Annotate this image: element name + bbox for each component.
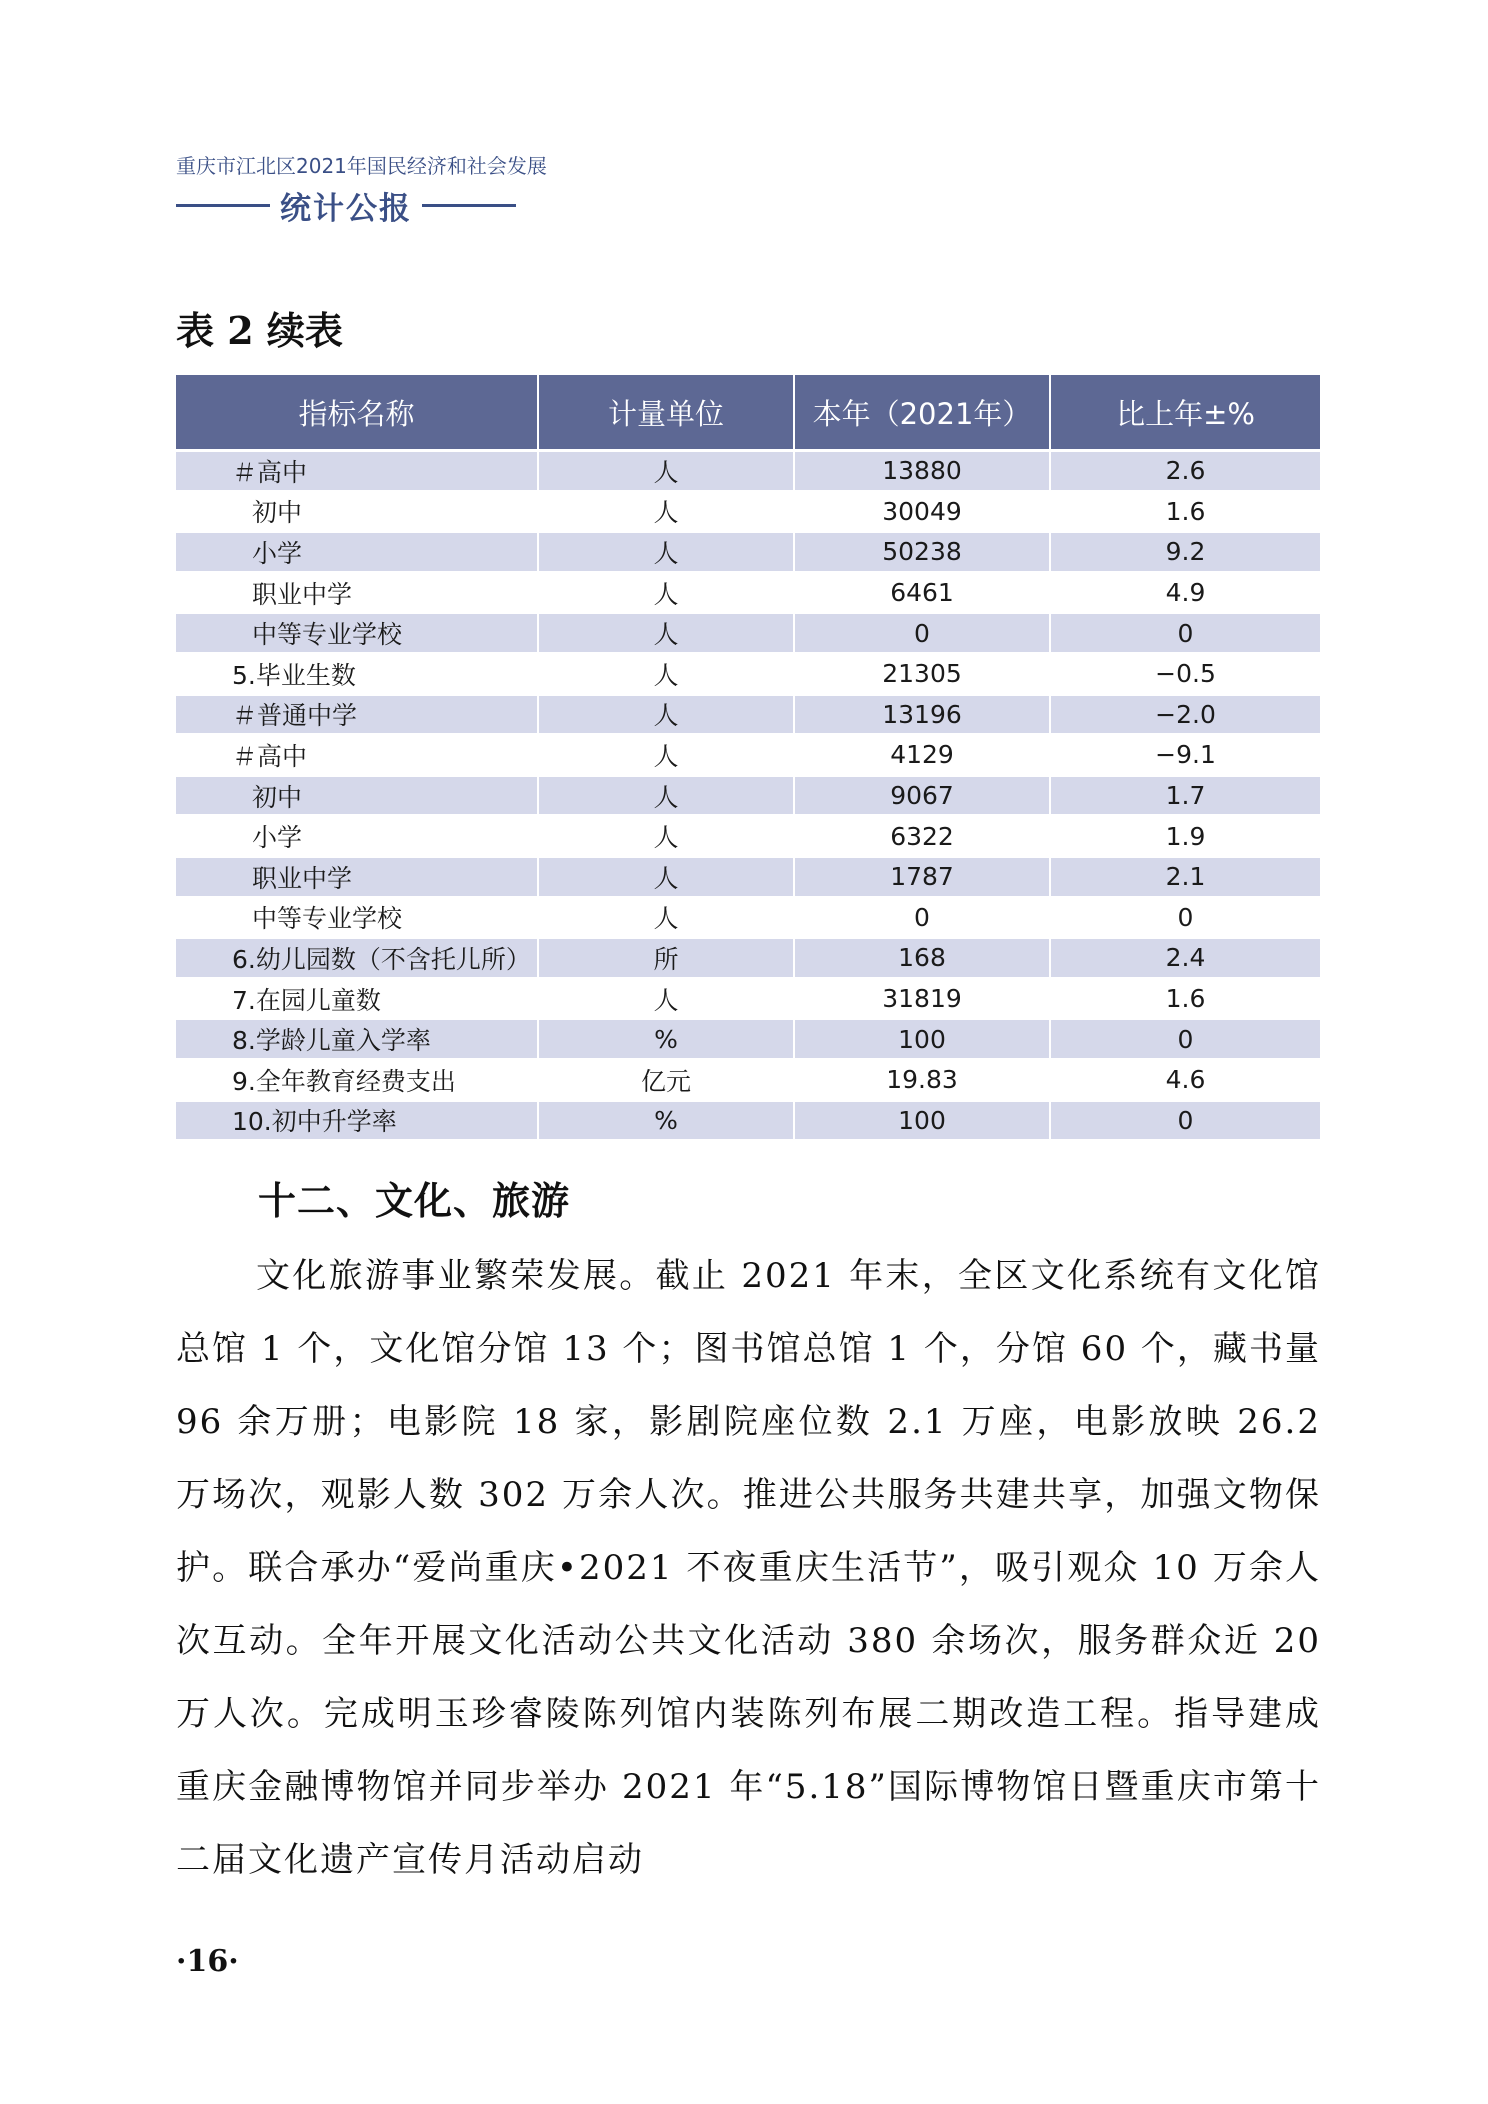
cell-indicator-name: 8.学龄儿童入学率	[176, 1019, 538, 1060]
cell-value: 1787	[794, 856, 1050, 897]
cell-change: −2.0	[1050, 694, 1320, 735]
cell-indicator-name: 5.毕业生数	[176, 653, 538, 694]
table-row	[176, 1100, 1320, 1139]
cell-value: 9067	[794, 775, 1050, 816]
cell-change: 0	[1050, 897, 1320, 938]
table-row	[176, 613, 1320, 654]
cell-unit: 人	[538, 653, 794, 694]
table-row	[176, 491, 1320, 532]
header-title-row	[176, 183, 516, 228]
cell-indicator-name: 初中	[176, 491, 538, 532]
cell-value: 13196	[794, 694, 1050, 735]
cell-unit: 人	[538, 735, 794, 776]
cell-value: 50238	[794, 532, 1050, 573]
cell-value: 6461	[794, 572, 1050, 613]
table-row	[176, 451, 1320, 492]
cell-change: 2.6	[1050, 451, 1320, 492]
cell-unit: 所	[538, 938, 794, 979]
cell-unit: 人	[538, 572, 794, 613]
cell-value: 0	[794, 613, 1050, 654]
cell-unit: 亿元	[538, 1059, 794, 1100]
cell-unit: 人	[538, 694, 794, 735]
table-row	[176, 532, 1320, 573]
header-right-rule	[422, 204, 516, 207]
column-header-change: 比上年±%	[1050, 375, 1320, 451]
column-header-unit: 计量单位	[538, 375, 794, 451]
cell-change: −0.5	[1050, 653, 1320, 694]
cell-indicator-name: 中等专业学校	[176, 613, 538, 654]
table-caption: 表 2 续表	[176, 308, 343, 353]
cell-change: 2.1	[1050, 856, 1320, 897]
cell-change: 0	[1050, 1100, 1320, 1139]
column-header-indicator: 指标名称	[176, 375, 538, 451]
cell-change: 1.6	[1050, 978, 1320, 1019]
header-title: 统计公报	[280, 191, 412, 227]
cell-indicator-name: 6.幼儿园数（不含托儿所）	[176, 938, 538, 979]
report-header	[176, 150, 547, 228]
cell-indicator-name: 职业中学	[176, 572, 538, 613]
table-row	[176, 938, 1320, 979]
cell-indicator-name: 小学	[176, 532, 538, 573]
table-row	[176, 735, 1320, 776]
statistics-table	[176, 375, 1320, 1139]
cell-unit: 人	[538, 613, 794, 654]
cell-indicator-name: ＃普通中学	[176, 694, 538, 735]
cell-unit: 人	[538, 451, 794, 492]
cell-value: 19.83	[794, 1059, 1050, 1100]
cell-unit: 人	[538, 491, 794, 532]
header-subtitle: 重庆市江北区2021年国民经济和社会发展	[176, 154, 547, 178]
cell-unit: 人	[538, 897, 794, 938]
cell-value: 100	[794, 1019, 1050, 1060]
table-row	[176, 694, 1320, 735]
cell-change: 2.4	[1050, 938, 1320, 979]
cell-change: 0	[1050, 1019, 1320, 1060]
cell-change: 1.7	[1050, 775, 1320, 816]
cell-indicator-name: 小学	[176, 816, 538, 857]
cell-value: 31819	[794, 978, 1050, 1019]
table-row	[176, 572, 1320, 613]
cell-value: 30049	[794, 491, 1050, 532]
cell-value: 4129	[794, 735, 1050, 776]
cell-change: −9.1	[1050, 735, 1320, 776]
table-row	[176, 816, 1320, 857]
cell-indicator-name: 初中	[176, 775, 538, 816]
table-row	[176, 653, 1320, 694]
table-row	[176, 897, 1320, 938]
section-paragraph: 文化旅游事业繁荣发展。截止 2021 年末，全区文化系统有文化馆总馆 1 个，文化馆分馆 13 个；图书馆总馆 1 个，分馆 60 个，藏书量 96 余万册；电影院 18 家，影剧院座位数 2.1 万座，电影放映 26.2 万场次，观影人数 302 万余人次。推进公共服务共建共享，加强文物保护。联合承办“爱尚重庆•2021 不夜重庆生活节”，吸引观众 10 万余人次互动。全年开展文化活动公共文化活动 380 余场次，服务群众近 20 万人次。完成明玉珍睿陵陈列馆内装陈列布展二期改造工程。指导建成重庆金融博物馆并同步举办 2021 年“5.18”国际博物馆日暨重庆市第十二届文化遗产宣传月活动启动	[176, 1256, 1321, 1880]
table-body	[176, 451, 1320, 1140]
cell-unit: %	[538, 1019, 794, 1060]
cell-indicator-name: 10.初中升学率	[176, 1100, 538, 1139]
cell-unit: %	[538, 1100, 794, 1139]
section-title: 十二、文化、旅游	[258, 1178, 571, 1223]
cell-indicator-name: ＃高中	[176, 451, 538, 492]
table-row	[176, 856, 1320, 897]
table-header-row	[176, 375, 1320, 451]
cell-change: 1.6	[1050, 491, 1320, 532]
table-row	[176, 978, 1320, 1019]
cell-value: 21305	[794, 653, 1050, 694]
table-row	[176, 1059, 1320, 1100]
cell-unit: 人	[538, 856, 794, 897]
cell-change: 4.6	[1050, 1059, 1320, 1100]
cell-unit: 人	[538, 816, 794, 857]
table-row	[176, 775, 1320, 816]
cell-indicator-name: 职业中学	[176, 856, 538, 897]
cell-unit: 人	[538, 532, 794, 573]
cell-unit: 人	[538, 775, 794, 816]
table-row	[176, 1019, 1320, 1060]
cell-indicator-name: 7.在园儿童数	[176, 978, 538, 1019]
cell-value: 6322	[794, 816, 1050, 857]
column-header-value: 本年（2021年）	[794, 375, 1050, 451]
cell-value: 168	[794, 938, 1050, 979]
cell-change: 9.2	[1050, 532, 1320, 573]
cell-change: 1.9	[1050, 816, 1320, 857]
header-left-rule	[176, 204, 270, 207]
cell-indicator-name: 中等专业学校	[176, 897, 538, 938]
cell-value: 13880	[794, 451, 1050, 492]
cell-indicator-name: ＃高中	[176, 735, 538, 776]
cell-change: 0	[1050, 613, 1320, 654]
page-number: ·16·	[176, 1944, 239, 1979]
cell-unit: 人	[538, 978, 794, 1019]
cell-value: 0	[794, 897, 1050, 938]
cell-value: 100	[794, 1100, 1050, 1139]
cell-indicator-name: 9.全年教育经费支出	[176, 1059, 538, 1100]
cell-change: 4.9	[1050, 572, 1320, 613]
